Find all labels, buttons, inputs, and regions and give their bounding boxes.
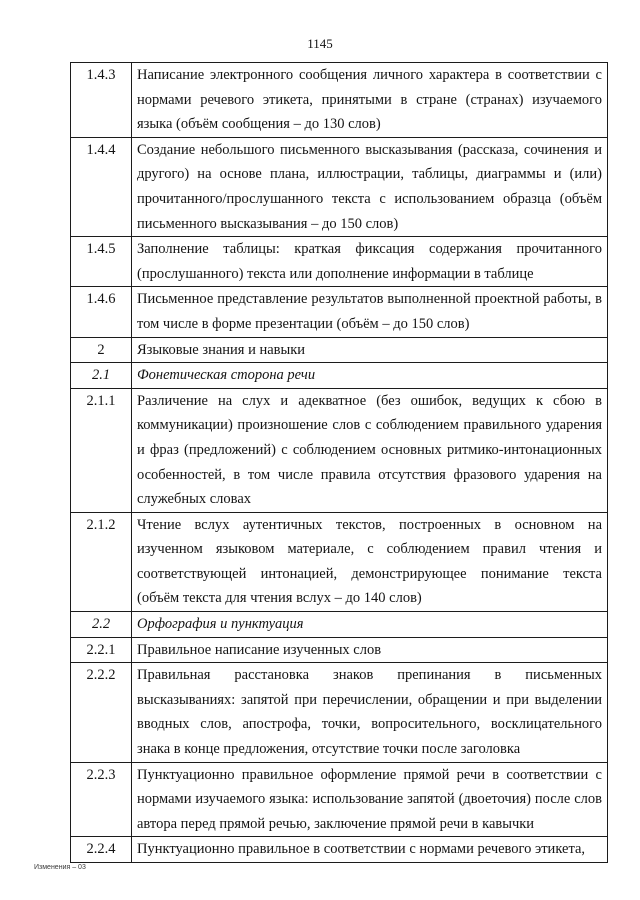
table-row bbox=[71, 363, 608, 389]
table-row bbox=[71, 612, 608, 638]
row-text: Орфография и пунктуация bbox=[132, 612, 608, 638]
row-text: Написание электронного сообщения личного характера в соответствии с нормами речевого этикета, принятыми в стране (странах) изучаемого языка (объём сообщения – до 130 слов) bbox=[132, 63, 608, 138]
table-row bbox=[71, 837, 608, 863]
row-text: Чтение вслух аутентичных текстов, построенных в основном на изученном языковом материале, с соблюдением правил чтения и соответствующей интонацией, демонстрирующее понимание текста (объём текста для чтения вслух – до 140 слов) bbox=[132, 512, 608, 611]
table-row bbox=[71, 237, 608, 287]
row-text: Различение на слух и адекватное (без ошибок, ведущих к сбою в коммуникации) произношение слов с соблюдением правильного ударения и фраз (предложений) с соблюдением основных ритмико-интонационных особенностей, в том числе правила отсутствия фразового ударения на служебных словах bbox=[132, 388, 608, 512]
row-code: 2.2.4 bbox=[71, 837, 132, 863]
table-row bbox=[71, 337, 608, 363]
row-text: Пунктуационно правильное в соответствии с нормами речевого этикета, bbox=[132, 837, 608, 863]
row-text: Заполнение таблицы: краткая фиксация содержания прочитанного (прослушанного) текста или дополнение информации в таблице bbox=[132, 237, 608, 287]
row-text: Пунктуационно правильное оформление прямой речи в соответствии с нормами изучаемого языка: использование запятой (двоеточия) после слов автора перед прямой речью, заключение прямой речи в кавычки bbox=[132, 762, 608, 837]
table-body bbox=[71, 63, 608, 863]
row-text: Языковые знания и навыки bbox=[132, 337, 608, 363]
row-text: Создание небольшого письменного высказывания (рассказа, сочинения и другого) на основе плана, иллюстрации, таблицы, диаграммы и (или) прочитанного/прослушанного текста с использованием образца (объём письменного высказывания – до 150 слов) bbox=[132, 137, 608, 236]
row-text: Фонетическая сторона речи bbox=[132, 363, 608, 389]
table-row bbox=[71, 388, 608, 512]
row-code: 2.1 bbox=[71, 363, 132, 389]
table-row bbox=[71, 512, 608, 611]
row-code: 1.4.5 bbox=[71, 237, 132, 287]
row-code: 2.2 bbox=[71, 612, 132, 638]
row-code: 1.4.6 bbox=[71, 287, 132, 337]
table-row bbox=[71, 762, 608, 837]
row-text: Правильная расстановка знаков препинания в письменных высказываниях: запятой при перечислении, обращении и при выделении вводных слов, апострофа, точки, вопросительного, восклицательного знака в конце предложения, отсутствие точки после заголовка bbox=[132, 663, 608, 762]
table-row bbox=[71, 137, 608, 236]
row-code: 2.2.3 bbox=[71, 762, 132, 837]
row-code: 2.1.2 bbox=[71, 512, 132, 611]
page-number: 1145 bbox=[307, 36, 333, 51]
row-code: 1.4.3 bbox=[71, 63, 132, 138]
table-row bbox=[71, 287, 608, 337]
row-text: Письменное представление результатов выполненной проектной работы, в том числе в форме презентации (объём – до 150 слов) bbox=[132, 287, 608, 337]
table-row bbox=[71, 663, 608, 762]
row-code: 1.4.4 bbox=[71, 137, 132, 236]
table-row bbox=[71, 637, 608, 663]
row-code: 2.2.2 bbox=[71, 663, 132, 762]
row-code: 2 bbox=[71, 337, 132, 363]
curriculum-table bbox=[70, 62, 608, 863]
row-code: 2.2.1 bbox=[71, 637, 132, 663]
row-text: Правильное написание изученных слов bbox=[132, 637, 608, 663]
footer-revision-note: Изменения – 03 bbox=[34, 864, 86, 871]
table-row bbox=[71, 63, 608, 138]
row-code: 2.1.1 bbox=[71, 388, 132, 512]
